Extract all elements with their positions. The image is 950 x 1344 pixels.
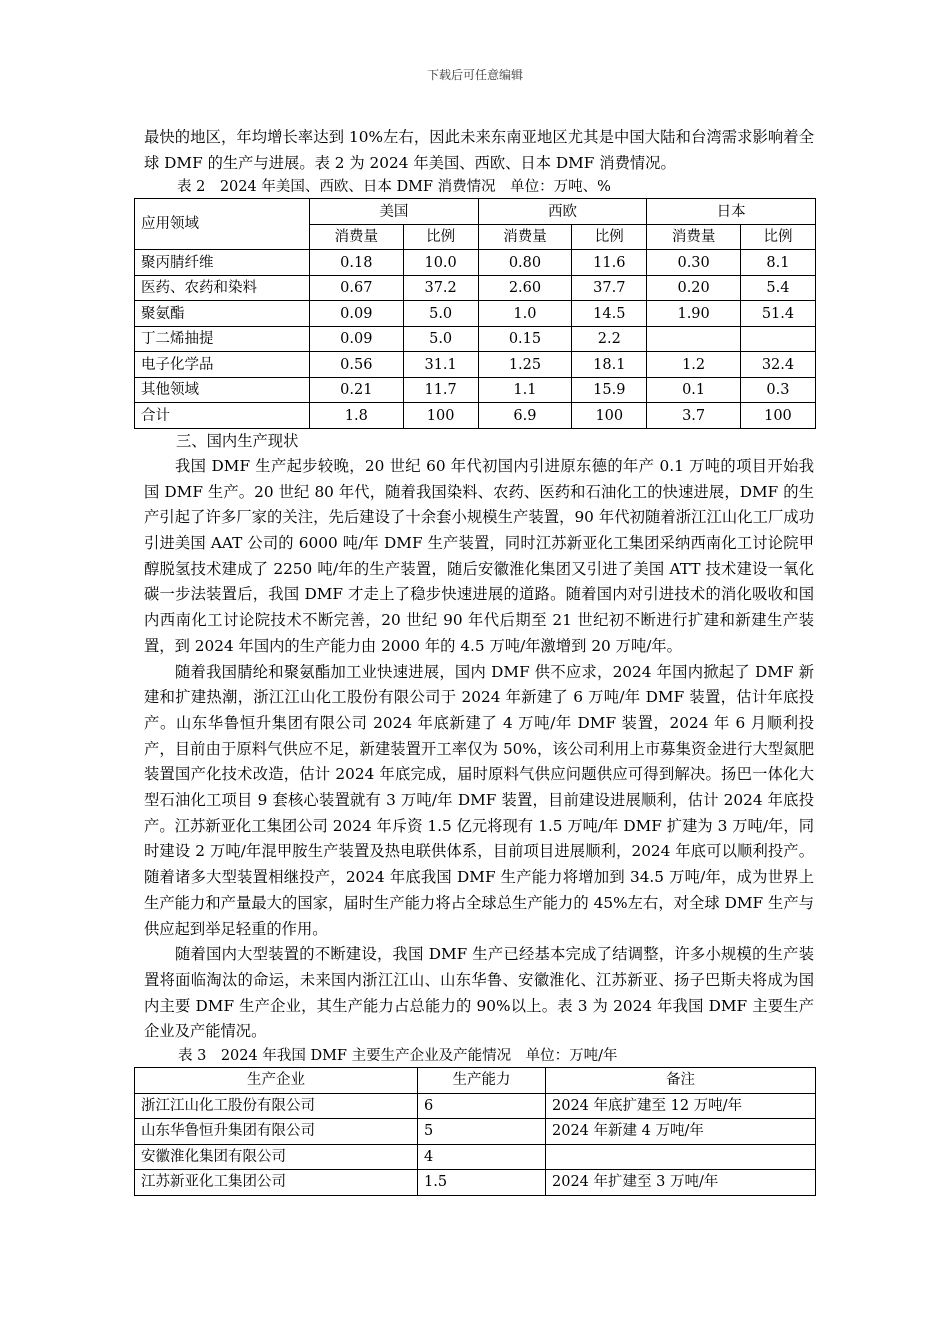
- body-paragraph: 随着国内大型装置的不断建设，我国 DMF 生产已经基本完成了结调整，许多小规模的生产装置将面临淘汰的命运，未来国内浙江江山、山东华鲁、安徽淮化、江苏新亚、扬子巴斯夫将成为国内主要 DMF 生产企业，其生产能力占总能力的 90%以上。表 3 为 2024 年我国 DMF 主要生产企业及产能情况。: [144, 945, 814, 1041]
- table-cell: 1.8: [310, 403, 404, 429]
- table-cell: [647, 326, 741, 352]
- table-cell: 0.67: [310, 275, 404, 301]
- table-cell: 山东华鲁恒升集团有限公司: [135, 1119, 418, 1145]
- page-header: 下载后可任意编辑: [426, 68, 523, 82]
- table-cell: 2.60: [478, 275, 572, 301]
- table-cell: 3.7: [647, 403, 741, 429]
- table-row: [135, 1170, 816, 1196]
- table-cell: 6: [418, 1093, 546, 1119]
- header-cell: 消费量: [310, 224, 404, 250]
- table-cell: 32.4: [740, 352, 815, 378]
- header-cell: 日本: [647, 199, 816, 225]
- table-cell: 丁二烯抽提: [135, 326, 310, 352]
- table-cell: 2024 年底扩建至 12 万吨/年: [546, 1093, 816, 1119]
- table-cell: 2024 年新建 4 万吨/年: [546, 1119, 816, 1145]
- table2-caption: 表 2 2024 年美国、西欧、日本 DMF 消费情况 单位：万吨、%: [177, 179, 611, 196]
- header-cell: 应用领域: [135, 199, 310, 250]
- table-cell: 聚丙腈纤维: [135, 250, 310, 276]
- table-cell: 安徽淮化集团有限公司: [135, 1144, 418, 1170]
- table-cell: 5: [418, 1119, 546, 1145]
- table-cell: 合计: [135, 403, 310, 429]
- table-row: [135, 352, 816, 378]
- table-row: [135, 1119, 816, 1145]
- header-cell: 西欧: [478, 199, 647, 225]
- table-cell: 100: [740, 403, 815, 429]
- table-cell: 0.21: [310, 377, 404, 403]
- table3-caption: 表 3 2024 年我国 DMF 主要生产企业及产能情况 单位：万吨/年: [178, 1048, 618, 1065]
- table-cell: 0.80: [478, 250, 572, 276]
- table-cell: 聚氨酯: [135, 301, 310, 327]
- table-cell: 51.4: [740, 301, 815, 327]
- table-cell: 0.30: [647, 250, 741, 276]
- table-cell: 医药、农药和染料: [135, 275, 310, 301]
- table-cell: 1.2: [647, 352, 741, 378]
- table-cell: 0.20: [647, 275, 741, 301]
- table-row: [135, 250, 816, 276]
- table-row: [135, 275, 816, 301]
- body-paragraph: 我国 DMF 生产起步较晚，20 世纪 60 年代初国内引进原东德的年产 0.1 万吨的项目开始我国 DMF 生产。20 世纪 80 年代，随着我国染料、农药、医药和石油化工的快速进展，DMF 的生产引起了许多厂家的关注，先后建设了十余套小规模生产装置，90 年代初随着浙江江山化工厂成功引进美国 AAT 公司的 6000 吨/年 DMF 生产装置，同时江苏新亚化工集团采纳西南化工讨论院甲醇脱氢技术建成了 2250 吨/年的生产装置，随后安徽淮化集团又引进了美国 ATT 技术建设一氧化碳一步法装置后，我国 DMF 才走上了稳步快速进展的道路。随着国内对引进技术的消化吸收和国内西南化工讨论院技术不断完善，20 世纪 90 年代后期至 21 世纪初不断进行扩建和新建生产装置，到 2024 年国内的生产能力由 2000 年的 4.5 万吨/年激增到 20 万吨/年。: [144, 456, 814, 655]
- body-paragraph: 随着我国腈纶和聚氨酯加工业快速进展，国内 DMF 供不应求，2024 年国内掀起了 DMF 新建和扩建热潮，浙江江山化工股份有限公司于 2024 年新建了 6 万吨/年 DMF 装置，估计年底投产。山东华鲁恒升集团有限公司 2024 年底新建了 4 万吨/年 DMF 装置，2024 年 6 月顺利投产，目前由于原料气供应不足，新建装置开工率仅为 50%，该公司利用上市募集资金进行大型氮肥装置国产化技术改造，估计 2024 年底完成，届时原料气供应问题供应可得到解决。扬巴一体化大型石油化工项目 9 套核心装置就有 3 万吨/年 DMF 装置，目前建设进展顺利，估计 2024 年底投产。江苏新亚化工集团公司 2024 年斥资 1.5 亿元将现有 1.5 万吨/年 DMF 扩建为 3 万吨/年，同时建设 2 万吨/年混甲胺生产装置及热电联供体系，目前项目进展顺利，2024 年底可以顺利投产。随着诸多大型装置相继投产，2024 年底我国 DMF 生产能力将增加到 34.5 万吨/年，成为世界上生产能力和产量最大的国家，届时生产能力将占全球总生产能力的 45%左右，对全球 DMF 生产与供应起到举足轻重的作用。: [144, 662, 814, 938]
- table-cell: [546, 1144, 816, 1170]
- table-cell: [740, 326, 815, 352]
- table-cell: 100: [572, 403, 647, 429]
- table-cell: 2.2: [572, 326, 647, 352]
- table-cell: 8.1: [740, 250, 815, 276]
- table-cell: 10.0: [403, 250, 478, 276]
- header-cell: 消费量: [647, 224, 741, 250]
- consumption-table: [134, 198, 816, 429]
- table-cell: 5.4: [740, 275, 815, 301]
- table-row: [135, 1144, 816, 1170]
- table-cell: 0.15: [478, 326, 572, 352]
- header-cell: 比例: [403, 224, 478, 250]
- header-cell: 比例: [740, 224, 815, 250]
- table-cell: 江苏新亚化工集团公司: [135, 1170, 418, 1196]
- table-cell: 5.0: [403, 301, 478, 327]
- table-cell: 0.3: [740, 377, 815, 403]
- table-cell: 其他领域: [135, 377, 310, 403]
- table-cell: 电子化学品: [135, 352, 310, 378]
- header-cell: 备注: [546, 1068, 816, 1094]
- header-cell: 生产企业: [135, 1068, 418, 1094]
- section-title: 三、国内生产现状: [176, 431, 299, 450]
- table-cell: 14.5: [572, 301, 647, 327]
- table-row: [135, 326, 816, 352]
- table-row: [135, 377, 816, 403]
- table-row: [135, 301, 816, 327]
- table-cell: 0.56: [310, 352, 404, 378]
- table-cell: 100: [403, 403, 478, 429]
- header-cell: 美国: [310, 199, 479, 225]
- table-cell: 37.7: [572, 275, 647, 301]
- table-cell: 2024 年扩建至 3 万吨/年: [546, 1170, 816, 1196]
- table-cell: 1.0: [478, 301, 572, 327]
- table-cell: 1.5: [418, 1170, 546, 1196]
- table-cell: 5.0: [403, 326, 478, 352]
- document-body: [141, 125, 814, 1196]
- table-cell: 1.1: [478, 377, 572, 403]
- producers-table: [134, 1067, 816, 1196]
- table-cell: 0.09: [310, 301, 404, 327]
- table-total-row: [135, 403, 816, 429]
- table-cell: 18.1: [572, 352, 647, 378]
- table-cell: 11.6: [572, 250, 647, 276]
- table-cell: 6.9: [478, 403, 572, 429]
- intro-paragraph: 最快的地区，年均增长率达到 10%左右，因此未来东南亚地区尤其是中国大陆和台湾需求影响着全球 DMF 的生产与进展。表 2 为 2024 年美国、西欧、日本 DMF 消费情况。: [144, 128, 814, 172]
- table-cell: 0.09: [310, 326, 404, 352]
- table-cell: 4: [418, 1144, 546, 1170]
- table-cell: 0.1: [647, 377, 741, 403]
- table-cell: 1.25: [478, 352, 572, 378]
- table-header-row: [135, 1068, 816, 1094]
- table-cell: 37.2: [403, 275, 478, 301]
- table-cell: 0.18: [310, 250, 404, 276]
- table-cell: 31.1: [403, 352, 478, 378]
- header-cell: 生产能力: [418, 1068, 546, 1094]
- header-cell: 比例: [572, 224, 647, 250]
- table-cell: 浙江江山化工股份有限公司: [135, 1093, 418, 1119]
- table-cell: 1.90: [647, 301, 741, 327]
- table-cell: 11.7: [403, 377, 478, 403]
- header-cell: 消费量: [478, 224, 572, 250]
- table-row: [135, 1093, 816, 1119]
- table-header-row: [135, 199, 816, 225]
- table-cell: 15.9: [572, 377, 647, 403]
